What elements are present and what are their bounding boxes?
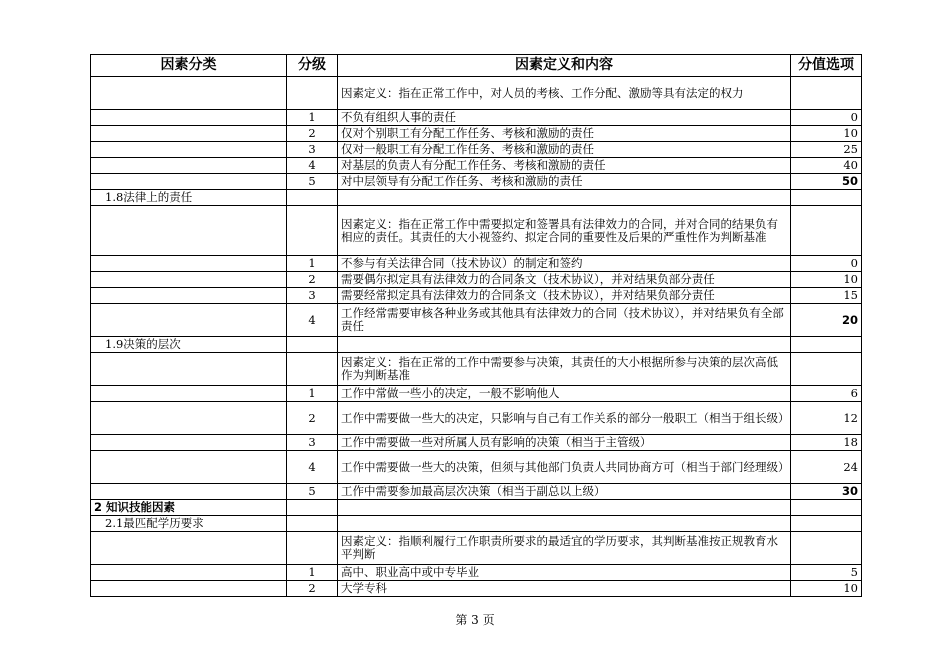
factor-table: [90, 54, 862, 597]
level-cell: 4: [287, 158, 338, 174]
definition-cell: 大学专科: [338, 581, 791, 597]
table-row: [91, 174, 862, 190]
category-cell: [91, 451, 287, 484]
category-cell: [91, 110, 287, 126]
level-cell: 1: [287, 565, 338, 581]
score-cell: 25: [791, 142, 862, 158]
category-cell: [91, 484, 287, 500]
score-cell: [791, 516, 862, 532]
table-row: [91, 158, 862, 174]
definition-cell: 不参与有关法律合同（技术协议）的制定和签约: [338, 256, 791, 272]
definition-cell: [338, 500, 791, 516]
score-cell: 50: [791, 174, 862, 190]
score-cell: 40: [791, 158, 862, 174]
score-cell: 5: [791, 565, 862, 581]
header-definition: 因素定义和内容: [338, 55, 791, 77]
level-cell: 5: [287, 174, 338, 190]
definition-cell: 对中层领导有分配工作任务、考核和激励的责任: [338, 174, 791, 190]
table-row: [91, 304, 862, 337]
header-level: 分级: [287, 55, 338, 77]
definition-cell: 工作经常需要审核各种业务或其他具有法律效力的合同（技术协议），并对结果负有全部责任: [338, 304, 791, 337]
level-cell: 5: [287, 484, 338, 500]
category-cell: [91, 142, 287, 158]
level-cell: 1: [287, 386, 338, 402]
table-row: [91, 337, 862, 353]
header-score: 分值选项: [791, 55, 862, 77]
definition-cell: [338, 516, 791, 532]
table-row: [91, 190, 862, 206]
table-row: [91, 256, 862, 272]
definition-cell: 工作中需要做一些对所属人员有影响的决策（相当于主管级）: [338, 435, 791, 451]
score-cell: [791, 532, 862, 565]
definition-cell: 不负有组织人事的责任: [338, 110, 791, 126]
table-row: [91, 516, 862, 532]
category-cell: 1.9决策的层次: [91, 337, 287, 353]
definition-cell: [338, 337, 791, 353]
score-cell: 18: [791, 435, 862, 451]
score-cell: 24: [791, 451, 862, 484]
table-row: [91, 451, 862, 484]
table-row: [91, 386, 862, 402]
score-cell: 20: [791, 304, 862, 337]
level-cell: 1: [287, 110, 338, 126]
definition-cell: 工作中需要参加最高层次决策（相当于副总以上级）: [338, 484, 791, 500]
definition-cell: 仅对个别职工有分配工作任务、考核和激励的责任: [338, 126, 791, 142]
level-cell: 3: [287, 435, 338, 451]
category-cell: [91, 126, 287, 142]
definition-cell: 高中、职业高中或中专毕业: [338, 565, 791, 581]
table-row: [91, 77, 862, 110]
level-cell: 2: [287, 581, 338, 597]
definition-cell: [338, 190, 791, 206]
level-cell: 1: [287, 256, 338, 272]
score-cell: 15: [791, 288, 862, 304]
definition-cell: 因素定义：指在正常工作中，对人员的考核、工作分配、激励等具有法定的权力: [338, 77, 791, 110]
level-cell: [287, 206, 338, 256]
level-cell: [287, 500, 338, 516]
table-row: [91, 532, 862, 565]
definition-cell: 仅对一般职工有分配工作任务、考核和激励的责任: [338, 142, 791, 158]
level-cell: 3: [287, 142, 338, 158]
level-cell: [287, 353, 338, 386]
score-cell: [791, 500, 862, 516]
score-cell: 10: [791, 581, 862, 597]
score-cell: 12: [791, 402, 862, 435]
table-row: [91, 435, 862, 451]
level-cell: 4: [287, 451, 338, 484]
category-cell: [91, 288, 287, 304]
category-cell: [91, 435, 287, 451]
level-cell: 2: [287, 272, 338, 288]
table-row: [91, 110, 862, 126]
table-row: [91, 126, 862, 142]
table-row: [91, 142, 862, 158]
header-row: [91, 55, 862, 77]
table-row: [91, 484, 862, 500]
table-row: [91, 500, 862, 516]
table-row: [91, 206, 862, 256]
category-cell: [91, 565, 287, 581]
category-cell: [91, 174, 287, 190]
category-cell: [91, 386, 287, 402]
level-cell: [287, 190, 338, 206]
score-cell: 6: [791, 386, 862, 402]
score-cell: [791, 190, 862, 206]
category-cell: [91, 353, 287, 386]
header-category: 因素分类: [91, 55, 287, 77]
level-cell: [287, 532, 338, 565]
table-row: [91, 402, 862, 435]
definition-cell: 工作中常做一些小的决定，一般不影响他人: [338, 386, 791, 402]
category-cell: [91, 158, 287, 174]
score-cell: [791, 206, 862, 256]
level-cell: 4: [287, 304, 338, 337]
score-cell: 0: [791, 256, 862, 272]
table-row: [91, 272, 862, 288]
category-cell: 2 知识技能因素: [91, 500, 287, 516]
level-cell: [287, 337, 338, 353]
level-cell: 2: [287, 126, 338, 142]
score-cell: 10: [791, 126, 862, 142]
category-cell: [91, 272, 287, 288]
score-cell: [791, 337, 862, 353]
score-cell: 10: [791, 272, 862, 288]
definition-cell: 工作中需要做一些大的决策，但须与其他部门负责人共同协商方可（相当于部门经理级）: [338, 451, 791, 484]
definition-cell: 需要偶尔拟定具有法律效力的合同条文（技术协议），并对结果负部分责任: [338, 272, 791, 288]
score-cell: [791, 77, 862, 110]
definition-cell: 因素定义：指在正常工作中需要拟定和签署具有法律效力的合同，并对合同的结果负有相应的责任。其责任的大小视签约、拟定合同的重要性及后果的严重性作为判断基准: [338, 206, 791, 256]
category-cell: [91, 206, 287, 256]
page-number: 第 3 页: [455, 613, 495, 627]
category-cell: [91, 77, 287, 110]
definition-cell: 对基层的负责人有分配工作任务、考核和激励的责任: [338, 158, 791, 174]
definition-cell: 因素定义：指在正常的工作中需要参与决策，其责任的大小根据所参与决策的层次高低作为判断基准: [338, 353, 791, 386]
definition-cell: 需要经常拟定具有法律效力的合同条文（技术协议），并对结果负部分责任: [338, 288, 791, 304]
category-cell: 1.8法律上的责任: [91, 190, 287, 206]
category-cell: [91, 402, 287, 435]
definition-cell: 工作中需要做一些大的决定，只影响与自己有工作关系的部分一般职工（相当于组长级）: [338, 402, 791, 435]
table-row: [91, 565, 862, 581]
table-row: [91, 288, 862, 304]
level-cell: 2: [287, 402, 338, 435]
category-cell: [91, 256, 287, 272]
table-row: [91, 581, 862, 597]
level-cell: [287, 77, 338, 110]
category-cell: 2.1最匹配学历要求: [91, 516, 287, 532]
category-cell: [91, 532, 287, 565]
definition-cell: 因素定义：指顺利履行工作职责所要求的最适宜的学历要求，其判断基准按正规教育水平判断: [338, 532, 791, 565]
category-cell: [91, 304, 287, 337]
score-cell: 0: [791, 110, 862, 126]
score-cell: 30: [791, 484, 862, 500]
level-cell: 3: [287, 288, 338, 304]
table-row: [91, 353, 862, 386]
level-cell: [287, 516, 338, 532]
score-cell: [791, 353, 862, 386]
category-cell: [91, 581, 287, 597]
